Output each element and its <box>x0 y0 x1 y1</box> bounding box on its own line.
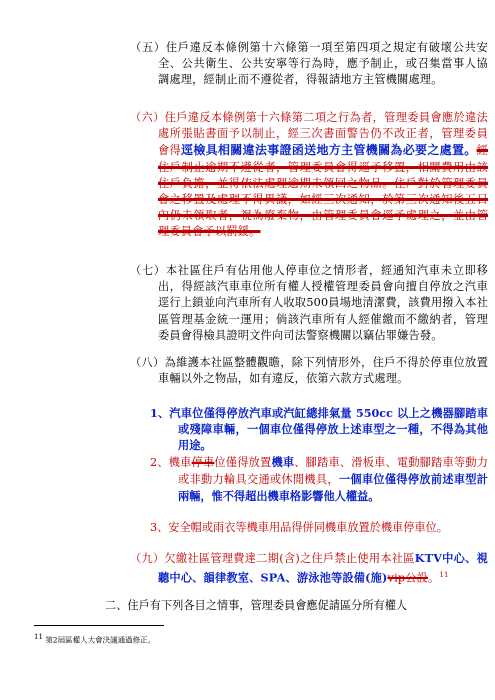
clause-nine <box>130 550 488 587</box>
clause-nine-end: 。 <box>427 571 440 585</box>
clause-eight-item-2-added: 機車 <box>271 455 295 469</box>
clause-eight-item-2-limit: 一個車位僅得停放前述車型計兩輛，惟不得超出機車格影響他人權益。 <box>178 472 488 504</box>
clause-eight-item-3-text: 3、安全帽或雨衣等機車用品得併同機車放置於機車停車位。 <box>150 521 448 534</box>
clause-eight-item-1-text: 1、汽車位僅得停放汽車或汽缸總排氣量 550cc 以上之機器腳踏車或殘障車輛，一個車位僅得停放上述車型之一種，不得為其他用途。 <box>150 406 488 453</box>
clause-five-text: （五）住戶違反本條例第十六條第一項至第四項之規定有破壞公共安全、公共衛生、公共安寧等行為時，應予制止，或召集當事人協調處理，經制止而不遵從者，得報請地方主管機關處理。 <box>130 41 488 87</box>
section-two-text: 二、住戶有下列各目之情事，管理委員會應促請區分所有權人 <box>105 599 408 612</box>
section-two <box>105 598 465 614</box>
clause-seven-text: （七）本社區住戶有佔用他人停車位之情形者，經通知汽車未立即移出，得經該汽車車位所有權人授權管理委員會向擅自停放之汽車逕行上鎖並向汽車所有人收取500員場地清潔費，該費用撥入本社區管理基金統一運用；倘該汽車所有人經催繳而不繳納者，管理委員會得檢具證明文件向司法警察機關以竊佔罪嫌告發。 <box>130 264 488 342</box>
clause-seven <box>130 263 488 344</box>
clause-six-text: （六）住戶違反本條例第十六條第二項之行為者，管理委員會應於違法處所張貼書面予以制止，經三次書面警告仍不改正者，管理委員會得 <box>130 111 488 158</box>
clause-six-amendment: 逕檢具相關違法事證函送地方主管機關為必要之處置。 <box>181 143 477 158</box>
clause-nine-deleted: vip公設 <box>387 571 428 585</box>
clause-eight-item-2-prefix: 2、機車 <box>150 456 192 469</box>
clause-eight-item-2 <box>150 454 488 506</box>
clause-six <box>130 110 488 241</box>
footnote-number: 11 <box>34 633 43 641</box>
clause-five <box>130 40 488 89</box>
footnote-text: 第2屆區權人大會決議通過修正。 <box>45 635 156 645</box>
clause-eight-item-1 <box>150 405 488 454</box>
clause-eight-item-3 <box>150 520 488 536</box>
clause-nine-text: （九）欠繳社區管理費達二期(含)之住戶禁止使用本社區 <box>130 552 415 565</box>
clause-eight-item-2-body: 位僅得放置 <box>214 456 272 469</box>
clause-eight-intro: （八）為維護本社區整體觀瞻，除下列情形外，住戶不得於停車位放置車輛以外之物品，如有違反，依第六款方式處理。 <box>130 356 488 386</box>
clause-eight-item-2-rest: 、腳踏車、滑板車、電動腳踏車等動力或非動力輪具交通或休閒機具， <box>178 456 488 487</box>
clause-eight-item-2-deleted: 停車 <box>191 456 215 469</box>
clause-nine-facilities: KTV中心、視聽中心、韻律教室、SPA、游泳池等設備(施) <box>158 551 488 585</box>
footnote <box>34 632 155 646</box>
footnote-ref: 11 <box>439 571 449 580</box>
clause-six-deleted-end: 罰鍰。 <box>226 225 261 239</box>
clause-eight <box>130 355 488 387</box>
clause-six-deleted: 經住戶制止逾期不遵從者，管理委員會得逕予移置，相關費用由該住戶負擔，並得依法處理逾期未領回之物品。住戶對於管理委員會之移置及處理不得異議，如經三次通知，於第三次通知後五日內仍未領取者，視為廢棄物，由管理委員會逕予處理之，並由管理委員會予以 <box>158 144 488 239</box>
footnote-divider <box>34 625 164 626</box>
